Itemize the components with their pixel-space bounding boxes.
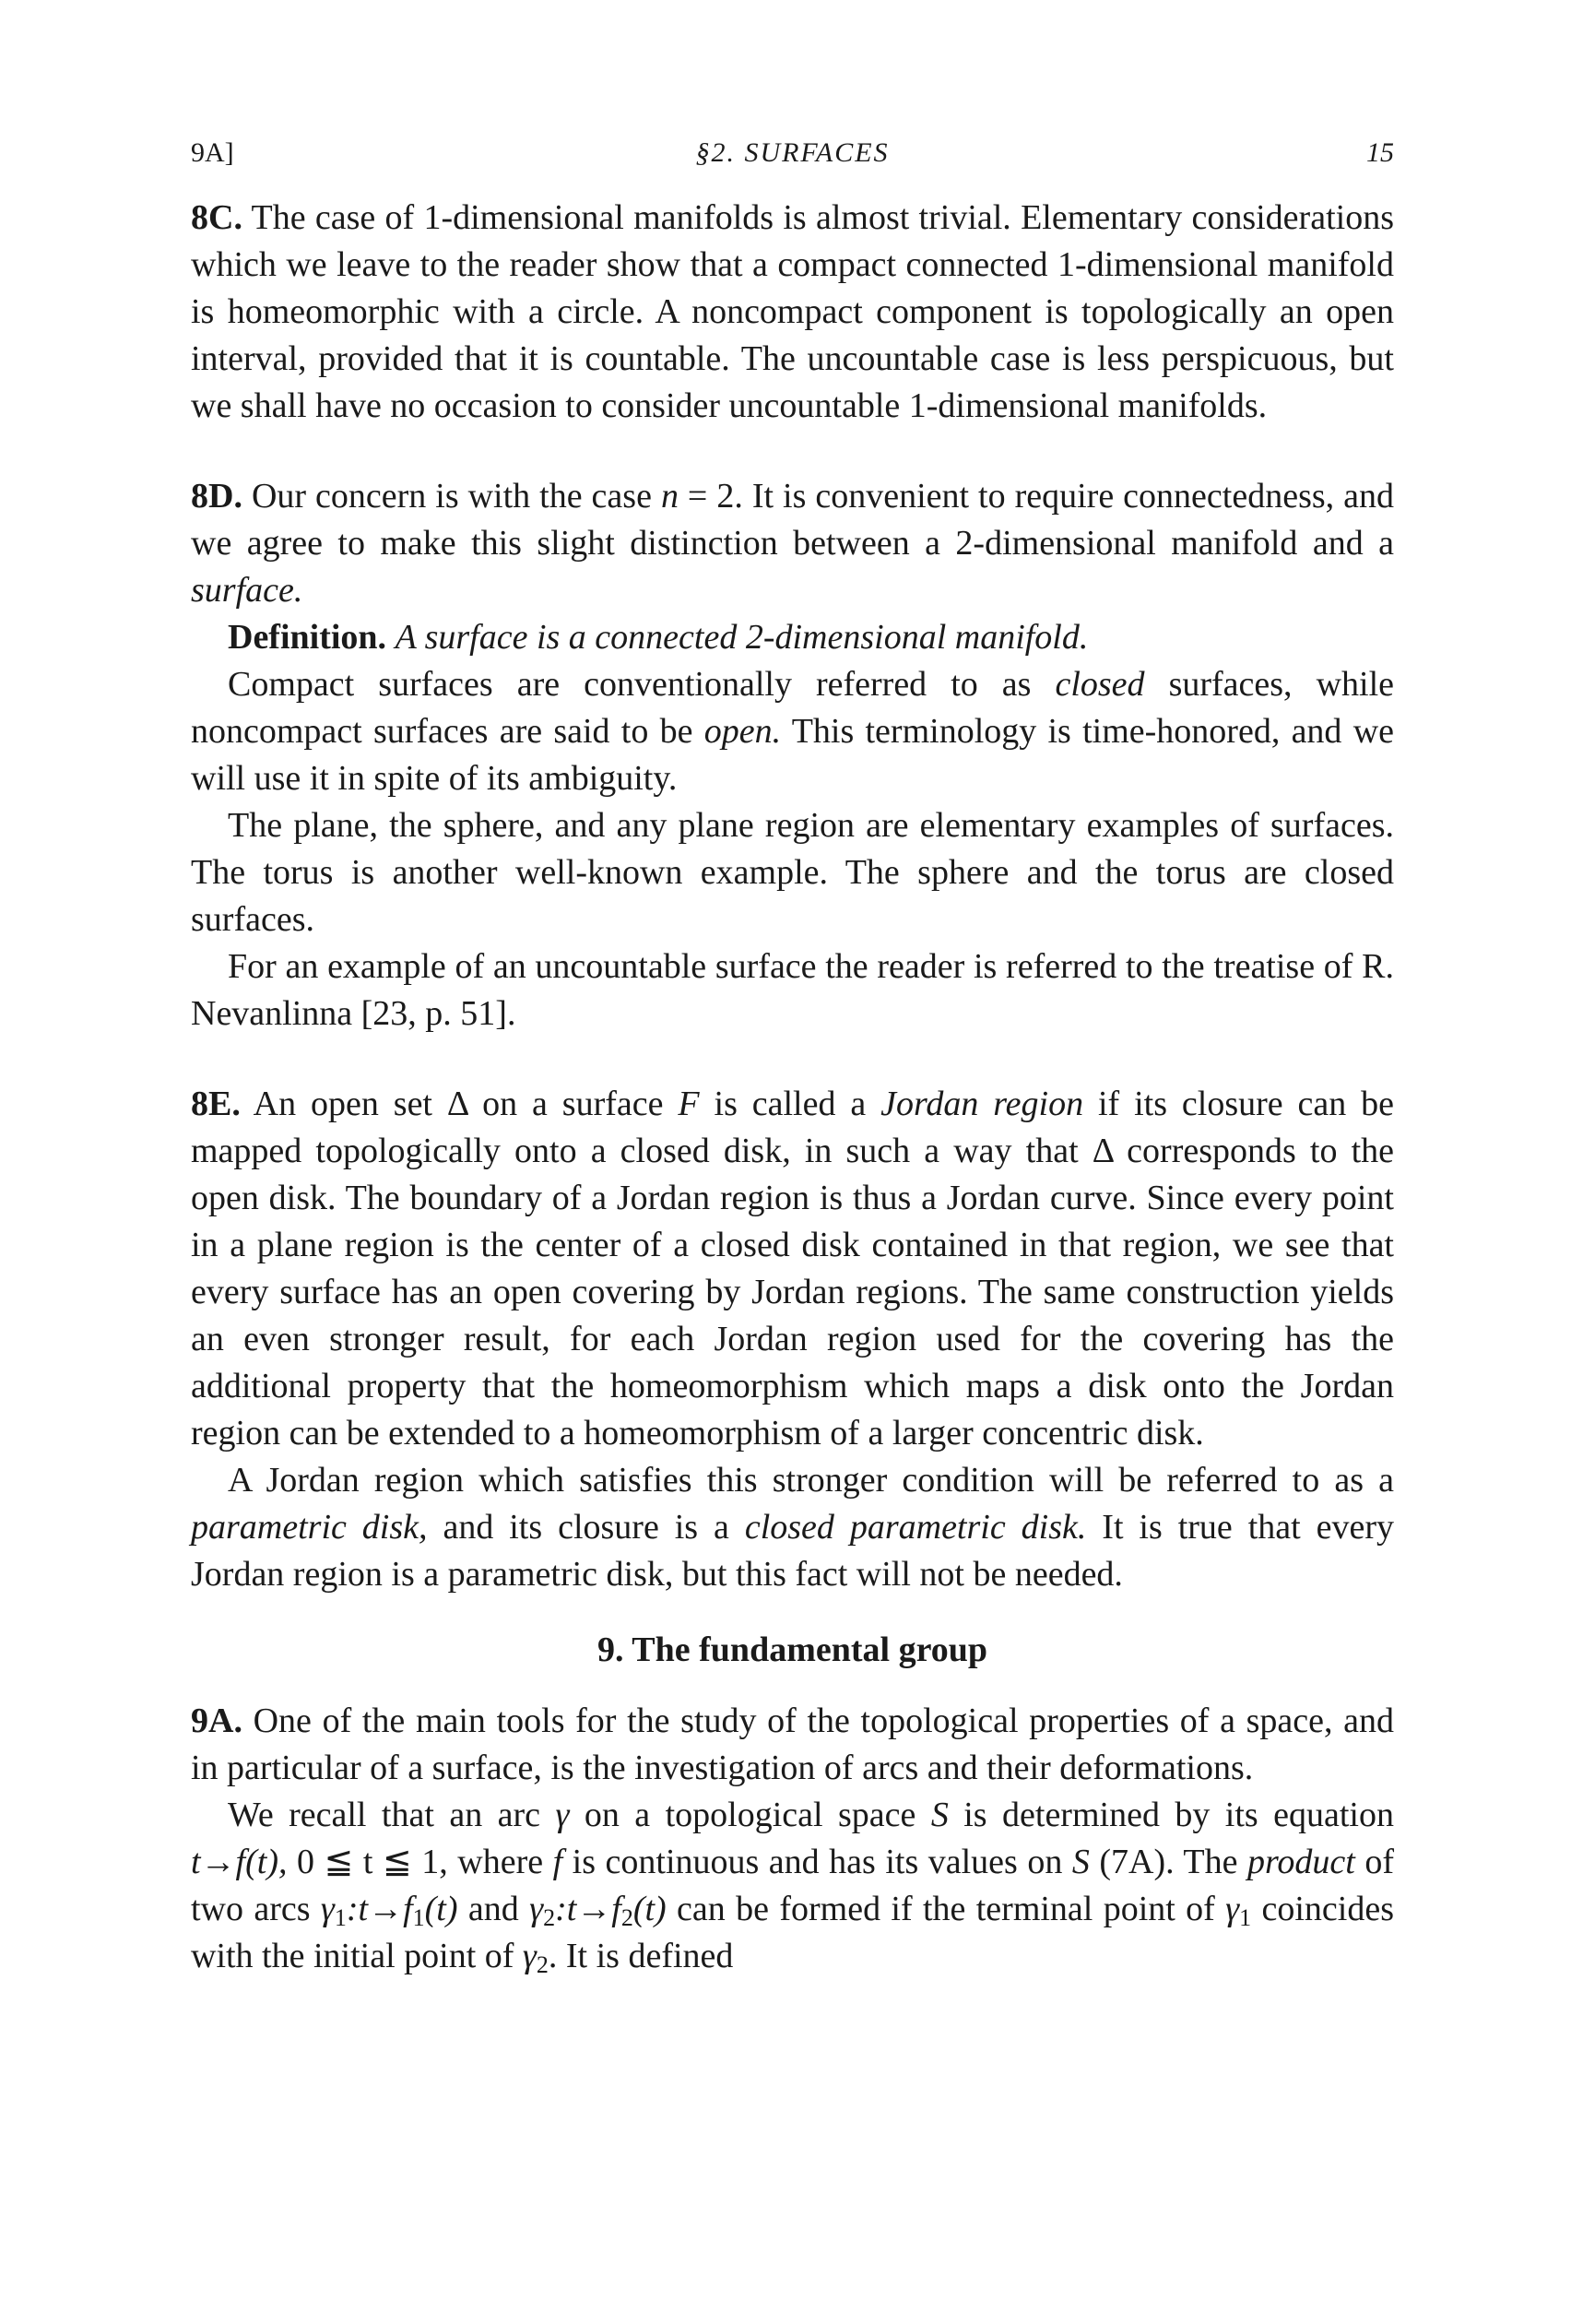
term-surface: surface.	[191, 571, 303, 610]
paragraph-arcs	[191, 1792, 1394, 1980]
math-subscript: 2	[620, 1904, 633, 1931]
math-var: γ	[320, 1890, 335, 1928]
paragraph-8e	[191, 1081, 1394, 1457]
math-var: γ	[1225, 1890, 1240, 1928]
running-head-title: §2. SURFACES	[695, 137, 890, 168]
math-map: :t→f	[555, 1890, 621, 1928]
math-subscript: 1	[334, 1904, 347, 1931]
page-number: 15	[1366, 137, 1394, 168]
term-closed: closed	[1055, 665, 1145, 704]
text-run: of two arcs	[191, 1843, 1394, 1928]
definition	[191, 614, 1394, 661]
math-subscript: 2	[536, 1951, 549, 1978]
math-range: 0 ≦ t ≦ 1,	[297, 1843, 448, 1881]
math-subscript: 1	[1239, 1904, 1252, 1931]
section-heading: 9. The fundamental group	[597, 1630, 988, 1669]
text-run: Our concern is with the case	[251, 477, 661, 516]
text-run: on a topological space	[569, 1796, 931, 1834]
term-parametric-disk: parametric disk,	[191, 1508, 428, 1547]
paragraph-parametric-disk	[191, 1457, 1394, 1598]
math-subscript: 2	[543, 1904, 556, 1931]
math-map: (t)	[424, 1890, 458, 1928]
paragraph-9a	[191, 1698, 1394, 1792]
math-subscript: 1	[412, 1904, 425, 1931]
paragraph-8c	[191, 195, 1394, 430]
definition-label: Definition.	[228, 618, 387, 657]
text-run: where	[447, 1843, 553, 1881]
running-head-section-ref: 9A]	[191, 137, 234, 168]
text-run: Compact surfaces are conventionally referred to as	[228, 665, 1056, 704]
paragraph-label-8c: 8C.	[191, 198, 242, 237]
text-run: . It is defined	[548, 1937, 734, 1975]
math-var: f	[552, 1843, 563, 1881]
text-run: surfaces, while noncompact surfaces are said to be	[191, 665, 1394, 751]
paragraph-8d	[191, 473, 1394, 614]
paragraph-label-8e: 8E.	[191, 1085, 241, 1123]
paragraph-examples: The plane, the sphere, and any plane region are elementary examples of surfaces. The torus is another well-known example. The sphere and the torus are closed surfaces.	[191, 806, 1394, 939]
page	[191, 129, 1394, 1980]
term-jordan-region: Jordan region	[880, 1085, 1084, 1123]
math-var: γ	[522, 1937, 537, 1975]
paragraph-label-8d: 8D.	[191, 477, 242, 516]
definition-text: A surface is a connected 2-dimensional manifold.	[395, 618, 1089, 657]
math-var: γ	[555, 1796, 570, 1834]
text-run: is continuous and has its values on	[562, 1843, 1072, 1881]
text-run: can be formed if the terminal point of	[666, 1890, 1226, 1928]
paragraph-label-9a: 9A.	[191, 1702, 242, 1740]
text-run: is determined by its equation	[948, 1796, 1394, 1834]
math-var: S	[930, 1796, 949, 1834]
term-closed-parametric-disk: closed parametric disk.	[744, 1508, 1087, 1547]
paragraph-text: The case of 1-dimensional manifolds is almost trivial. Elementary considerations which we leave to the reader show that a compact connected 1-dimensional manifold is homeomorphic with a circle. A noncompact component is topologically an open interval, provided that it is countable. The uncountable case is less perspicuous, but we shall have no occasion to consider uncountable 1-dimensional manifolds.	[191, 198, 1394, 425]
math-map: (t)	[632, 1890, 667, 1928]
text-run: This terminology is time-honored, and we will use it in spite of its ambiguity.	[191, 712, 1394, 798]
text-run: We recall that an arc	[228, 1796, 556, 1834]
math-map: :t→f	[346, 1890, 413, 1928]
paragraph-text: One of the main tools for the study of the topological properties of a space, and in particular of a surface, is the investigation of arcs and their deformations.	[191, 1702, 1395, 1787]
term-open: open.	[703, 712, 782, 751]
text-run: and its closure is a	[427, 1508, 745, 1547]
math-var: n	[660, 477, 679, 516]
term-product: product	[1247, 1843, 1355, 1881]
text-run: = 2. It is convenient to require connectedness, and we agree to make this slight distinction between a 2-dimensional manifold and a	[191, 477, 1394, 563]
paragraph-closed-open	[191, 661, 1394, 802]
math-var: F	[678, 1085, 700, 1123]
text-run: A Jordan region which satisfies this stronger condition will be referred to as a	[228, 1461, 1394, 1500]
text-run: if its closure can be mapped topologically onto a closed disk, in such a way that Δ corresponds to the open disk. The boundary of a Jordan region is thus a Jordan curve. Since every point in a plane region is the center of a closed disk contained in that region, we see that every surface has an open covering by Jordan regions. The same construction yields an even stronger result, for each Jordan region used for the covering has the additional property that the homeomorphism which maps a disk onto the Jordan region can be extended to a homeomorphism of a larger concentric disk.	[191, 1085, 1395, 1452]
math-var: γ	[529, 1890, 544, 1928]
text-run: coincides with the initial point of	[191, 1890, 1394, 1975]
text-run: and	[457, 1890, 530, 1928]
math-equation: t→f(t),	[191, 1843, 288, 1881]
text-run: It is true that every Jordan region is a parametric disk, but this fact will not be needed.	[191, 1508, 1395, 1594]
paragraph-uncountable: For an example of an uncountable surface the reader is referred to the treatise of R. Nevanlinna [23, p. 51].	[191, 947, 1394, 1033]
running-head	[191, 129, 1394, 176]
text-run: is called a	[699, 1085, 881, 1123]
text-run: (7A). The	[1089, 1843, 1248, 1881]
text-run: An open set Δ on a surface	[253, 1085, 679, 1123]
math-var: S	[1071, 1843, 1090, 1881]
